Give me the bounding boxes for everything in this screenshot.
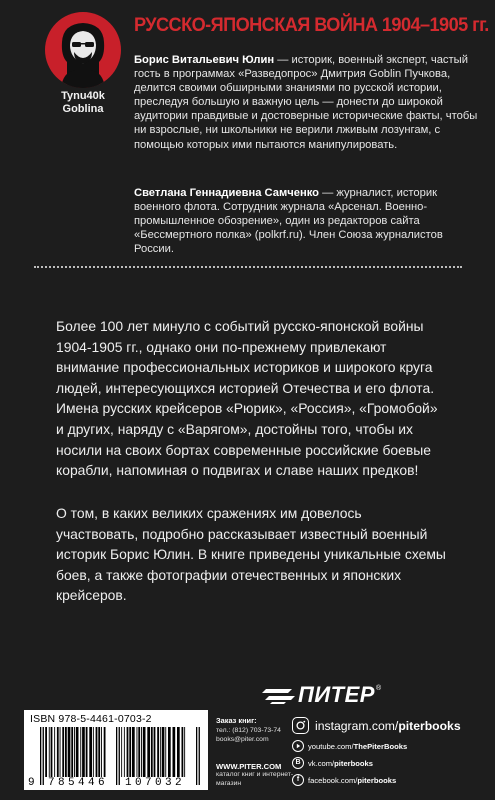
barcode-bar [96,727,98,777]
barcode-bar [51,727,53,777]
barcode-bar [173,727,176,777]
author-name-2: Светлана Геннадиевна Самченко [134,187,320,199]
instagram-icon [292,717,309,734]
barcode-bar [57,727,59,777]
barcode-bar [168,727,171,777]
barcode-bar [199,727,200,785]
instagram-prefix: instagram.com/ [315,718,399,733]
barcode-bar [68,727,71,777]
social-youtube [292,740,407,752]
barcode-bar [65,727,67,777]
vk-handle: piterbooks [334,758,373,768]
series-title: РУССКО-ЯПОНСКАЯ ВОЙНА 1904–1905 гг. [134,14,489,36]
barcode [24,710,208,790]
site-caption: каталог книг и интернет-магазин [216,771,294,787]
barcode-bar [71,727,73,777]
author-text-1: — историк, военный эксперт, частый гость в программах «Разведопрос» Дмитрия Goblin Пучкова, делится своими обширными знаниями по русской истории, преследуя большую и важную цель — донести до широкой аудитории правдивые и достоверные исторические факты, чтобы ни взрослые, ни школьники не верили лживым лозунгам, с помощью которых ими пытаются манипулировать. [134,54,478,151]
barcode-bar [160,727,161,777]
social-facebook [292,774,396,786]
barcode-bar [147,727,150,777]
barcode-bar [196,727,197,785]
barcode-digits-right: 107032 [125,777,186,789]
order-info [216,717,290,744]
barcode-bar [60,727,61,777]
barcode-bar [76,727,79,777]
barcode-bar [80,727,81,777]
barcode-digits-left: 785446 [48,777,109,789]
barcode-bar [177,727,180,777]
barcode-bar [165,727,166,777]
barcode-bar [89,727,92,777]
author-name-1: Борис Витальевич Юлин [134,54,275,66]
logo-caption [45,90,121,116]
youtube-prefix: youtube.com/ [308,741,354,751]
barcode-bar [124,727,125,777]
barcode-bar [154,727,156,777]
youtube-icon [292,740,304,752]
vk-prefix: vk.com/ [308,758,335,768]
barcode-bar [157,727,159,777]
barcode-bar [74,727,75,777]
barcode-bar [127,727,129,777]
barcode-bar [132,727,135,777]
barcode-bar [182,727,184,777]
order-email: books@piter.com [216,735,269,743]
facebook-prefix: facebook.com/ [308,775,358,785]
barcode-bar [98,727,100,777]
barcode-bar [45,727,47,777]
order-title: Заказ книг: [216,716,257,725]
barcode-bar [119,727,120,785]
barcode-bar [101,727,102,777]
barcode-bar [116,727,117,785]
publisher-mark-icon [262,685,296,705]
barcode-bar [62,727,64,777]
publisher-logo [262,682,381,708]
publisher-name: ПИТЕР [298,682,375,707]
logo-caption-line2: Goblina [62,103,104,115]
facebook-icon: f [292,774,304,786]
social-instagram [292,717,461,734]
barcode-bar [143,727,146,777]
barcode-bar [141,727,142,777]
vk-icon: B [292,757,304,769]
author-bio-1 [134,53,484,152]
order-phone: тел.: (812) 703-73-74 [216,727,281,735]
social-vk [292,757,373,769]
author-bio-2 [134,186,484,256]
dotted-divider [34,266,462,268]
barcode-bar [49,727,50,777]
barcode-bar [151,727,153,777]
barcode-bar [184,727,185,777]
goblin-portrait-icon [45,12,121,88]
barcode-bar [138,727,140,777]
barcode-bar [54,727,55,777]
barcode-bar [137,727,138,777]
barcode-bar [40,727,41,785]
barcode-bar [104,727,106,777]
barcode-bar [43,727,44,785]
barcode-bar [93,727,94,777]
logo-caption-line1: Tynu40k [61,90,105,102]
facebook-handle: piterbooks [357,775,397,785]
blurb-paragraph-1: Более 100 лет минуло с событий русско-японской войны 1904-1905 гг., однако они по-прежнему привлекают внимание профессиональных историков и широкого круга людей, интересующихся историей Отечества и его флота. Имена русских крейсеров «Рюрик», «Россия», «Громобой» и других, наряду с «Варягом», достойны того, чтобы их носили на своих бортах современные российские боевые корабли, напоминая о подвигах и славе наших предков! [56,318,438,479]
goblin-logo [45,12,121,116]
site-url: WWW.PITER.COM [216,762,282,771]
barcode-bar [162,727,165,777]
barcode-bar [86,727,88,777]
instagram-handle: piterbooks [398,718,461,733]
registered-mark: ® [375,685,382,692]
barcode-digit-first: 9 [28,777,35,789]
isbn-text: ISBN 978-5-4461-0703-2 [30,713,152,725]
barcode-bar [121,727,122,777]
author-text-2: — журналист, историк военного флота. Сотрудник журнала «Арсенал. Военно-промышленное обозрение», один из редакторов сайта «Бессмертного полка» (polkrf.ru). Член Союза журналистов России. [134,187,443,256]
blurb-paragraph-2: О том, в каких великих сражениях им довелось участвовать, подробно рассказывает известный военный историк Борис Юлин. В книге приведены уникальные схемы боев, а также фотографии отечественных и японских крейсеров. [56,505,446,604]
youtube-handle: ThePiterBooks [353,741,408,751]
barcode-bar [129,727,131,777]
barcode-bar [82,727,85,777]
